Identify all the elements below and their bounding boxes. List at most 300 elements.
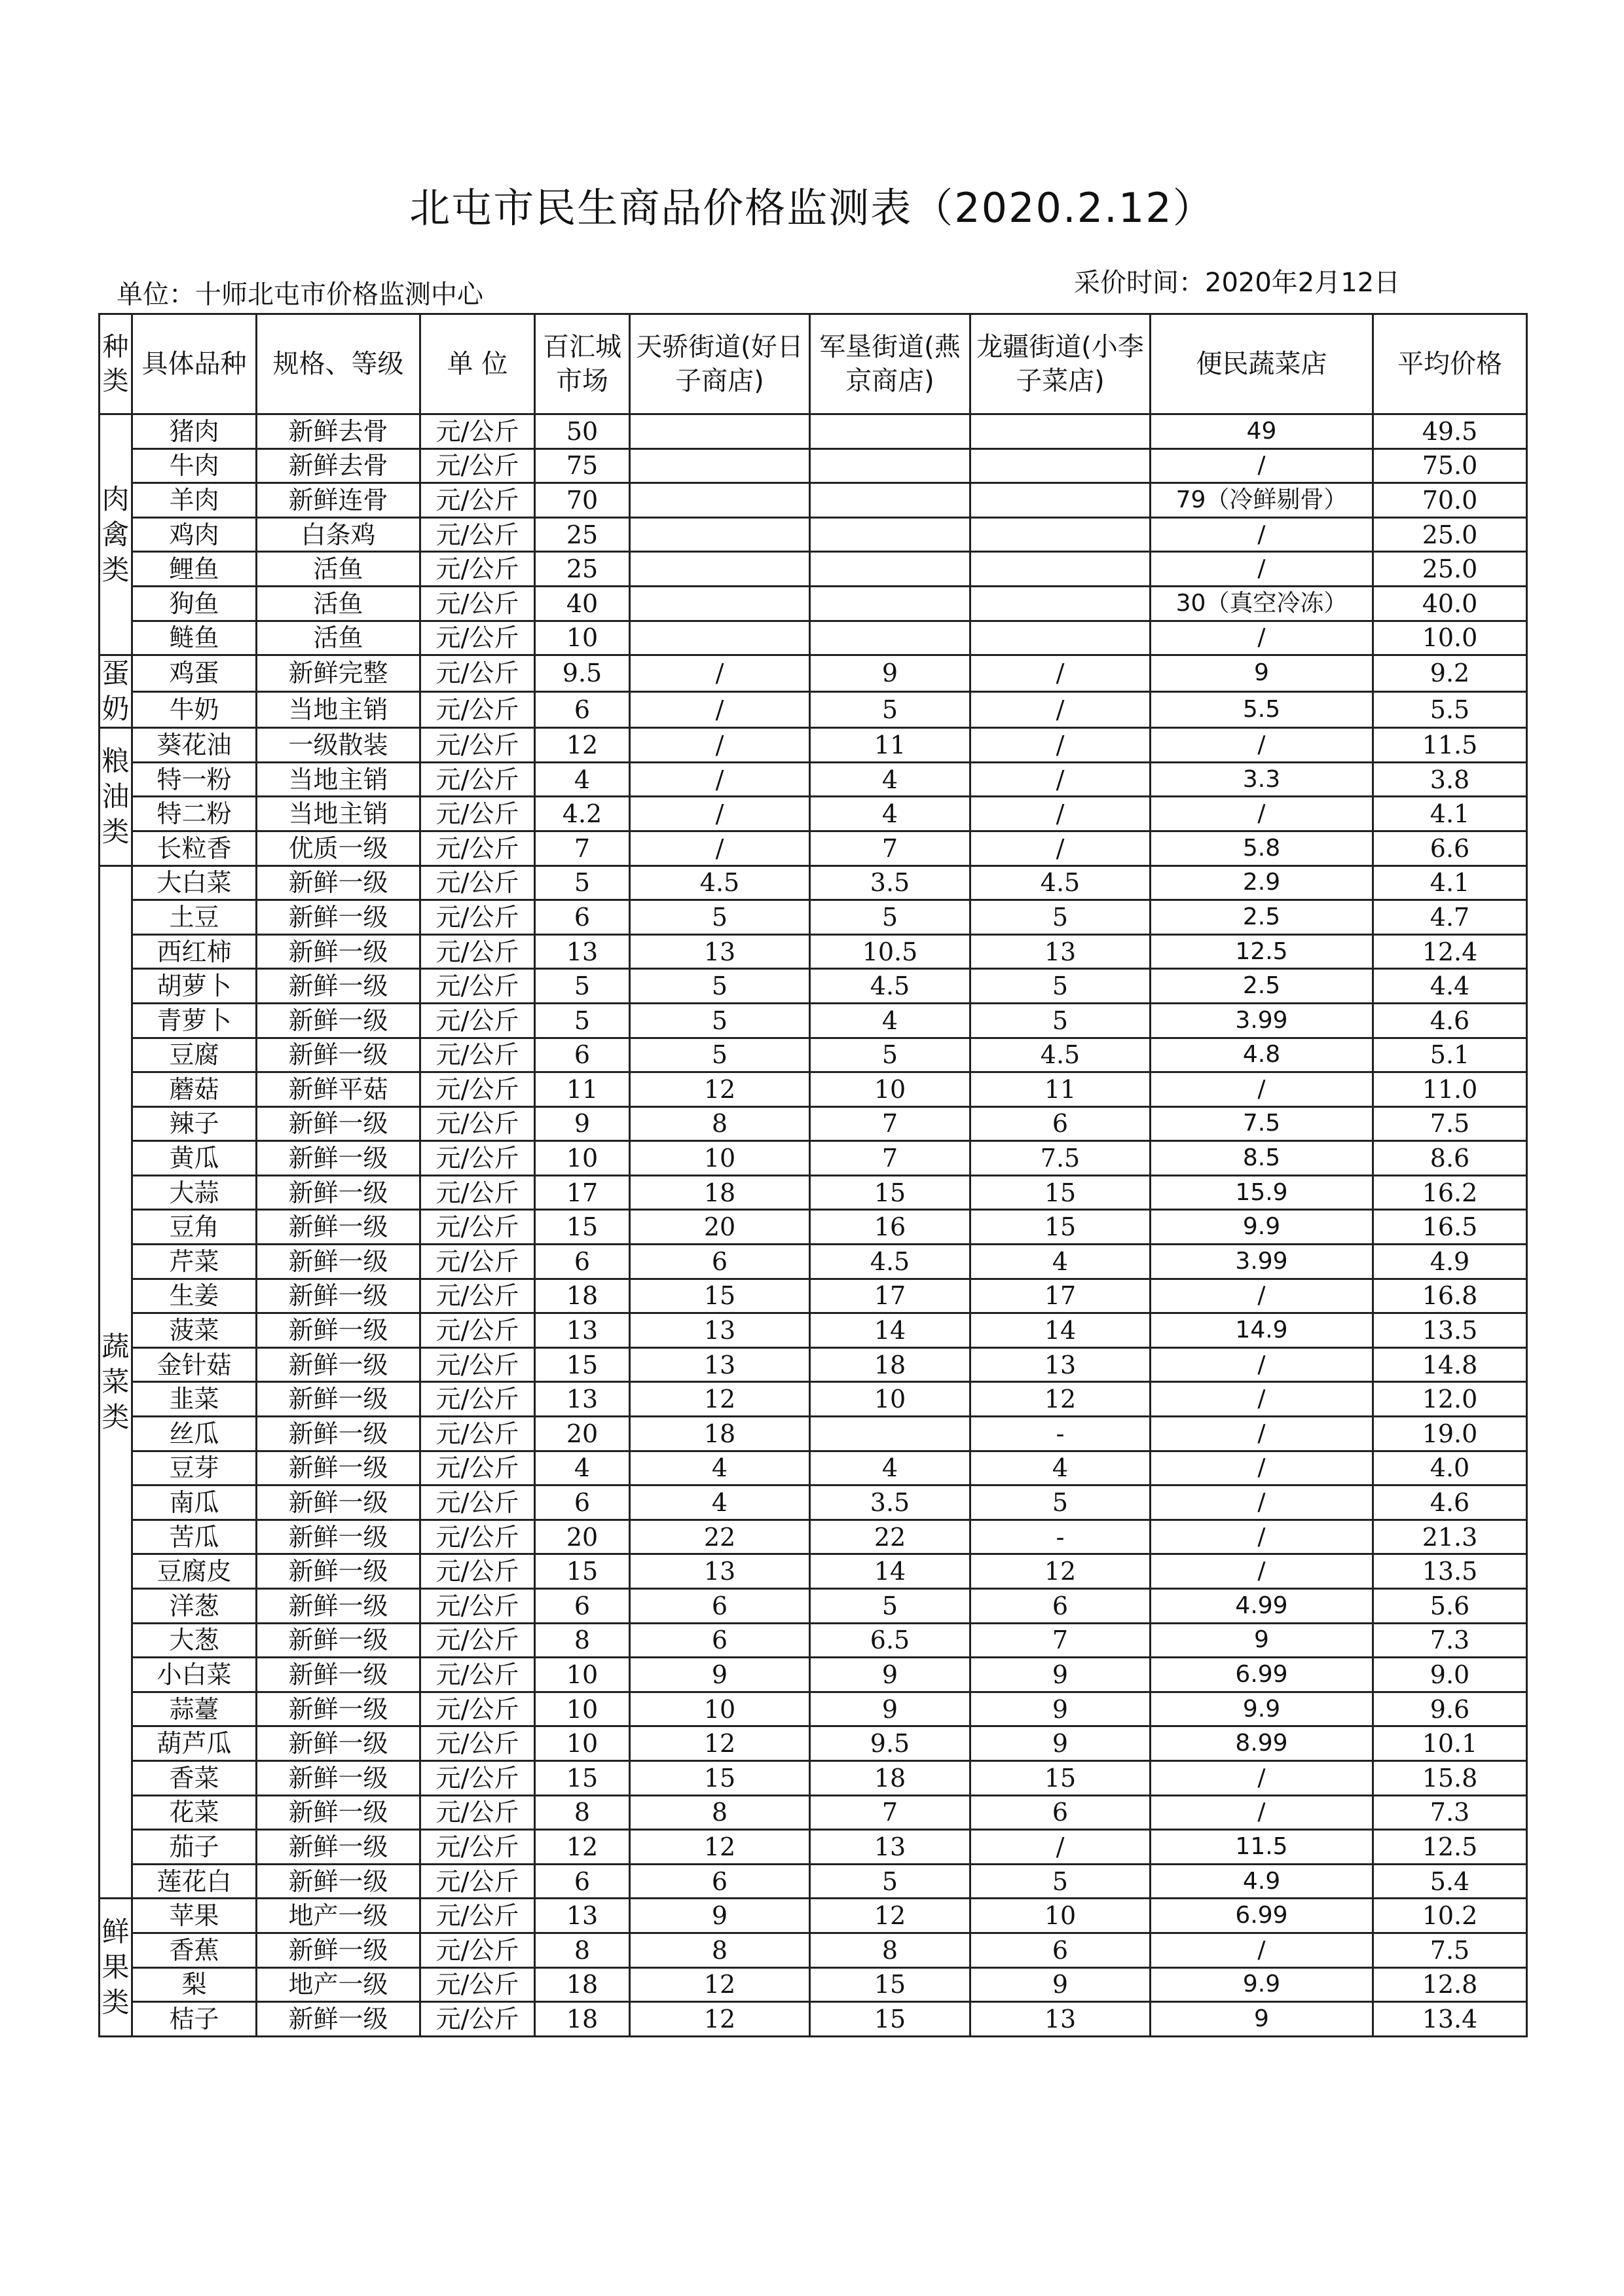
cell-bianmin: 2.5 <box>1151 900 1373 935</box>
cell-unit: 元/公斤 <box>420 1313 535 1348</box>
cell-baihuicheng: 25 <box>535 517 630 552</box>
cell-average: 40.0 <box>1373 586 1527 621</box>
cell-unit: 元/公斤 <box>420 552 535 587</box>
cell-baihuicheng: 11 <box>535 1072 630 1107</box>
cell-bianmin: 5.5 <box>1151 691 1373 728</box>
cell-tianjiao: 4 <box>630 1451 810 1485</box>
cell-longjiang: 9 <box>970 1726 1151 1761</box>
category-name: 鲜果类 <box>101 1916 130 2019</box>
cell-tianjiao <box>630 448 810 483</box>
cell-junken <box>810 621 970 655</box>
cell-longjiang: 6 <box>970 1106 1151 1141</box>
cell-item: 大葱 <box>132 1623 257 1658</box>
cell-bianmin: / <box>1151 728 1373 763</box>
cell-bianmin: 49 <box>1151 414 1373 449</box>
cell-junken: 16 <box>810 1210 970 1245</box>
cell-spec: 新鲜一级 <box>257 1726 420 1761</box>
cell-item: 花菜 <box>132 1795 257 1830</box>
cell-item: 大蒜 <box>132 1175 257 1210</box>
cell-unit: 元/公斤 <box>420 1726 535 1761</box>
cell-junken: 7 <box>810 1141 970 1176</box>
cell-baihuicheng: 10 <box>535 1658 630 1692</box>
cell-tianjiao: 6 <box>630 1589 810 1624</box>
cell-tianjiao: 8 <box>630 1106 810 1141</box>
cell-tianjiao <box>630 621 810 655</box>
cell-tianjiao: 12 <box>630 1967 810 2002</box>
cell-spec: 新鲜一级 <box>257 1760 420 1795</box>
cell-average: 12.0 <box>1373 1382 1527 1417</box>
table-row <box>100 414 1527 449</box>
cell-item: 莲花白 <box>132 1864 257 1899</box>
cell-item: 苦瓜 <box>132 1520 257 1554</box>
cell-bianmin: 9.9 <box>1151 1967 1373 2002</box>
cell-tianjiao: 4 <box>630 1485 810 1520</box>
cell-item: 金针菇 <box>132 1347 257 1382</box>
cell-unit: 元/公斤 <box>420 728 535 763</box>
cell-spec: 活鱼 <box>257 586 420 621</box>
category-label <box>100 728 132 866</box>
cell-junken <box>810 448 970 483</box>
cell-tianjiao: 8 <box>630 1933 810 1967</box>
cell-average: 16.8 <box>1373 1279 1527 1313</box>
cell-junken: 18 <box>810 1760 970 1795</box>
cell-unit: 元/公斤 <box>420 1038 535 1072</box>
cell-longjiang: 4 <box>970 1451 1151 1485</box>
cell-average: 4.9 <box>1373 1245 1527 1279</box>
cell-average: 11.0 <box>1373 1072 1527 1107</box>
cell-tianjiao <box>630 552 810 587</box>
cell-longjiang <box>970 517 1151 552</box>
table-row <box>100 691 1527 728</box>
cell-unit: 元/公斤 <box>420 1003 535 1038</box>
table-row <box>100 1417 1527 1451</box>
cell-baihuicheng: 9 <box>535 1106 630 1141</box>
cell-average: 13.5 <box>1373 1554 1527 1589</box>
table-row <box>100 866 1527 900</box>
cell-longjiang: 13 <box>970 934 1151 969</box>
cell-average: 4.6 <box>1373 1003 1527 1038</box>
cell-bianmin: / <box>1151 1417 1373 1451</box>
cell-tianjiao: 13 <box>630 934 810 969</box>
cell-junken: 9 <box>810 1658 970 1692</box>
cell-item: 猪肉 <box>132 414 257 449</box>
cell-average: 7.5 <box>1373 1933 1527 1967</box>
cell-spec: 活鱼 <box>257 621 420 655</box>
cell-spec: 新鲜一级 <box>257 1279 420 1313</box>
cell-junken: 9 <box>810 655 970 692</box>
cell-tianjiao: 18 <box>630 1175 810 1210</box>
cell-item: 蒜薹 <box>132 1692 257 1726</box>
cell-bianmin: 3.3 <box>1151 762 1373 797</box>
cell-spec: 新鲜一级 <box>257 1485 420 1520</box>
cell-spec: 新鲜一级 <box>257 1692 420 1726</box>
cell-longjiang: 4.5 <box>970 1038 1151 1072</box>
cell-junken <box>810 483 970 518</box>
cell-tianjiao <box>630 483 810 518</box>
cell-item: 西红柿 <box>132 934 257 969</box>
table-row <box>100 483 1527 518</box>
table-row <box>100 1795 1527 1830</box>
cell-baihuicheng: 4 <box>535 1451 630 1485</box>
cell-unit: 元/公斤 <box>420 448 535 483</box>
table-row <box>100 1830 1527 1865</box>
cell-spec: 新鲜一级 <box>257 1175 420 1210</box>
table-row <box>100 655 1527 692</box>
cell-baihuicheng: 40 <box>535 586 630 621</box>
cell-longjiang: 15 <box>970 1175 1151 1210</box>
cell-unit: 元/公斤 <box>420 483 535 518</box>
cell-tianjiao: 6 <box>630 1623 810 1658</box>
cell-baihuicheng: 18 <box>535 2002 630 2037</box>
table-row <box>100 552 1527 587</box>
cell-longjiang: 4.5 <box>970 866 1151 900</box>
cell-tianjiao: 9 <box>630 1899 810 1933</box>
cell-longjiang <box>970 414 1151 449</box>
cell-junken: 3.5 <box>810 1485 970 1520</box>
cell-bianmin: 6.99 <box>1151 1899 1373 1933</box>
cell-item: 小白菜 <box>132 1658 257 1692</box>
cell-unit: 元/公斤 <box>420 1589 535 1624</box>
cell-spec: 新鲜去骨 <box>257 448 420 483</box>
cell-longjiang: 7.5 <box>970 1141 1151 1176</box>
cell-spec: 新鲜一级 <box>257 866 420 900</box>
cell-item: 狗鱼 <box>132 586 257 621</box>
cell-average: 25.0 <box>1373 517 1527 552</box>
table-row <box>100 1141 1527 1176</box>
cell-baihuicheng: 15 <box>535 1347 630 1382</box>
cell-bianmin: 3.99 <box>1151 1003 1373 1038</box>
cell-tianjiao: 15 <box>630 1279 810 1313</box>
cell-bianmin: / <box>1151 1795 1373 1830</box>
cell-longjiang <box>970 483 1151 518</box>
cell-spec: 新鲜一级 <box>257 1933 420 1967</box>
cell-junken: 5 <box>810 1038 970 1072</box>
cell-baihuicheng: 5 <box>535 969 630 1004</box>
cell-bianmin: 9 <box>1151 655 1373 692</box>
header-longjiang: 龙疆街道(小李子菜店) <box>970 314 1151 414</box>
cell-longjiang: 13 <box>970 1347 1151 1382</box>
cell-unit: 元/公斤 <box>420 1864 535 1899</box>
cell-spec: 活鱼 <box>257 552 420 587</box>
cell-longjiang <box>970 621 1151 655</box>
cell-average: 7.3 <box>1373 1623 1527 1658</box>
cell-average: 4.0 <box>1373 1451 1527 1485</box>
cell-unit: 元/公斤 <box>420 1141 535 1176</box>
cell-longjiang: 4 <box>970 1245 1151 1279</box>
cell-longjiang <box>970 586 1151 621</box>
cell-spec: 当地主销 <box>257 762 420 797</box>
cell-baihuicheng: 50 <box>535 414 630 449</box>
cell-unit: 元/公斤 <box>420 1382 535 1417</box>
cell-longjiang: 17 <box>970 1279 1151 1313</box>
cell-bianmin: / <box>1151 1485 1373 1520</box>
cell-item: 鸡蛋 <box>132 655 257 692</box>
cell-average: 5.1 <box>1373 1038 1527 1072</box>
table-row <box>100 1899 1527 1933</box>
cell-junken: 11 <box>810 728 970 763</box>
cell-junken: 6.5 <box>810 1623 970 1658</box>
cell-junken: 4 <box>810 1451 970 1485</box>
cell-tianjiao: 10 <box>630 1141 810 1176</box>
cell-item: 芹菜 <box>132 1245 257 1279</box>
cell-baihuicheng: 18 <box>535 1279 630 1313</box>
cell-average: 4.6 <box>1373 1485 1527 1520</box>
cell-average: 5.5 <box>1373 691 1527 728</box>
cell-junken: 12 <box>810 1899 970 1933</box>
cell-spec: 新鲜一级 <box>257 2002 420 2037</box>
cell-unit: 元/公斤 <box>420 1245 535 1279</box>
cell-average: 25.0 <box>1373 552 1527 587</box>
cell-longjiang: 5 <box>970 1485 1151 1520</box>
cell-unit: 元/公斤 <box>420 969 535 1004</box>
cell-junken: 10 <box>810 1382 970 1417</box>
cell-junken: 5 <box>810 1864 970 1899</box>
cell-longjiang: 9 <box>970 1658 1151 1692</box>
cell-baihuicheng: 6 <box>535 1864 630 1899</box>
cell-unit: 元/公斤 <box>420 762 535 797</box>
cell-unit: 元/公斤 <box>420 1623 535 1658</box>
cell-junken: 4 <box>810 1003 970 1038</box>
cell-baihuicheng: 13 <box>535 934 630 969</box>
table-row <box>100 1175 1527 1210</box>
table-row <box>100 1382 1527 1417</box>
table-row <box>100 1864 1527 1899</box>
cell-spec: 新鲜去骨 <box>257 414 420 449</box>
cell-longjiang: 12 <box>970 1554 1151 1589</box>
cell-bianmin: / <box>1151 1520 1373 1554</box>
cell-item: 豆角 <box>132 1210 257 1245</box>
cell-tianjiao: 5 <box>630 1003 810 1038</box>
table-row <box>100 1485 1527 1520</box>
table-row <box>100 448 1527 483</box>
cell-item: 鸡肉 <box>132 517 257 552</box>
cell-baihuicheng: 6 <box>535 1589 630 1624</box>
cell-unit: 元/公斤 <box>420 1795 535 1830</box>
table-row <box>100 831 1527 866</box>
cell-longjiang: 9 <box>970 1692 1151 1726</box>
cell-junken: 3.5 <box>810 866 970 900</box>
cell-average: 49.5 <box>1373 414 1527 449</box>
cell-average: 12.5 <box>1373 1830 1527 1865</box>
cell-baihuicheng: 10 <box>535 621 630 655</box>
category-name: 粮油类 <box>101 744 130 848</box>
cell-junken: 9 <box>810 1692 970 1726</box>
cell-unit: 元/公斤 <box>420 517 535 552</box>
cell-spec: 新鲜连骨 <box>257 483 420 518</box>
cell-baihuicheng: 8 <box>535 1933 630 1967</box>
cell-average: 75.0 <box>1373 448 1527 483</box>
cell-average: 14.8 <box>1373 1347 1527 1382</box>
category-label <box>100 655 132 728</box>
table-row <box>100 1726 1527 1761</box>
cell-average: 13.5 <box>1373 1313 1527 1348</box>
cell-junken: 14 <box>810 1313 970 1348</box>
header-row <box>100 314 1527 414</box>
cell-baihuicheng: 15 <box>535 1210 630 1245</box>
cell-junken: 14 <box>810 1554 970 1589</box>
cell-item: 牛奶 <box>132 691 257 728</box>
cell-spec: 地产一级 <box>257 1967 420 2002</box>
cell-longjiang: - <box>970 1417 1151 1451</box>
cell-tianjiao: 13 <box>630 1313 810 1348</box>
table-row <box>100 621 1527 655</box>
cell-longjiang <box>970 552 1151 587</box>
cell-baihuicheng: 5 <box>535 1003 630 1038</box>
cell-unit: 元/公斤 <box>420 1933 535 1967</box>
table-row <box>100 1072 1527 1107</box>
cell-tianjiao <box>630 586 810 621</box>
cell-spec: 新鲜一级 <box>257 900 420 935</box>
table-row <box>100 1623 1527 1658</box>
cell-tianjiao: 12 <box>630 1830 810 1865</box>
table-row <box>100 1554 1527 1589</box>
cell-baihuicheng: 17 <box>535 1175 630 1210</box>
table-row <box>100 1347 1527 1382</box>
cell-item: 大白菜 <box>132 866 257 900</box>
cell-longjiang: 10 <box>970 1899 1151 1933</box>
cell-unit: 元/公斤 <box>420 1175 535 1210</box>
cell-longjiang: / <box>970 762 1151 797</box>
page-title: 北屯市民生商品价格监测表（2020.2.12） <box>409 184 1215 232</box>
cell-spec: 当地主销 <box>257 797 420 831</box>
cell-tianjiao: 5 <box>630 900 810 935</box>
cell-unit: 元/公斤 <box>420 1830 535 1865</box>
cell-bianmin: 79（冷鲜剔骨） <box>1151 483 1373 518</box>
reporting-unit: 单位：十师北屯市价格监测中心 <box>117 280 483 310</box>
header-junken: 军垦街道(燕京商店) <box>810 314 970 414</box>
cell-junken: 17 <box>810 1279 970 1313</box>
cell-tianjiao: 5 <box>630 969 810 1004</box>
table-row <box>100 728 1527 763</box>
cell-bianmin: 9.9 <box>1151 1210 1373 1245</box>
cell-spec: 新鲜一级 <box>257 1623 420 1658</box>
cell-spec: 新鲜一级 <box>257 934 420 969</box>
cell-tianjiao: 4.5 <box>630 866 810 900</box>
cell-bianmin: / <box>1151 621 1373 655</box>
table-row <box>100 1933 1527 1967</box>
cell-bianmin: / <box>1151 1279 1373 1313</box>
category-name: 肉禽类 <box>101 483 130 586</box>
cell-longjiang <box>970 448 1151 483</box>
cell-bianmin: 5.8 <box>1151 831 1373 866</box>
cell-average: 19.0 <box>1373 1417 1527 1451</box>
cell-junken: 15 <box>810 1175 970 1210</box>
cell-baihuicheng: 12 <box>535 1830 630 1865</box>
table-row <box>100 900 1527 935</box>
cell-longjiang: 6 <box>970 1589 1151 1624</box>
cell-bianmin: 6.99 <box>1151 1658 1373 1692</box>
cell-spec: 一级散装 <box>257 728 420 763</box>
cell-longjiang: - <box>970 1520 1151 1554</box>
cell-unit: 元/公斤 <box>420 1658 535 1692</box>
cell-average: 70.0 <box>1373 483 1527 518</box>
cell-unit: 元/公斤 <box>420 414 535 449</box>
cell-tianjiao <box>630 414 810 449</box>
cell-average: 4.7 <box>1373 900 1527 935</box>
cell-unit: 元/公斤 <box>420 934 535 969</box>
cell-junken: 15 <box>810 1967 970 2002</box>
cell-baihuicheng: 8 <box>535 1795 630 1830</box>
cell-average: 12.8 <box>1373 1967 1527 2002</box>
cell-junken: 8 <box>810 1933 970 1967</box>
cell-longjiang: 6 <box>970 1933 1151 1967</box>
cell-spec: 新鲜一级 <box>257 1313 420 1348</box>
header-average: 平均价格 <box>1373 314 1527 414</box>
cell-junken: 10 <box>810 1072 970 1107</box>
table-row <box>100 762 1527 797</box>
cell-tianjiao: / <box>630 691 810 728</box>
header-item: 具体品种 <box>132 314 257 414</box>
cell-longjiang: / <box>970 797 1151 831</box>
cell-longjiang: / <box>970 1830 1151 1865</box>
cell-item: 韭菜 <box>132 1382 257 1417</box>
cell-baihuicheng: 4.2 <box>535 797 630 831</box>
cell-spec: 优质一级 <box>257 831 420 866</box>
cell-tianjiao <box>630 517 810 552</box>
table-row <box>100 1003 1527 1038</box>
cell-spec: 新鲜一级 <box>257 1347 420 1382</box>
cell-tianjiao: 6 <box>630 1245 810 1279</box>
cell-unit: 元/公斤 <box>420 1072 535 1107</box>
cell-spec: 新鲜完整 <box>257 655 420 692</box>
cell-item: 丝瓜 <box>132 1417 257 1451</box>
cell-bianmin: 2.9 <box>1151 866 1373 900</box>
cell-bianmin: / <box>1151 517 1373 552</box>
cell-bianmin: / <box>1151 1451 1373 1485</box>
cell-junken: 4 <box>810 797 970 831</box>
cell-bianmin: 7.5 <box>1151 1106 1373 1141</box>
cell-junken <box>810 1417 970 1451</box>
cell-junken: 7 <box>810 831 970 866</box>
cell-tianjiao: 12 <box>630 1382 810 1417</box>
cell-item: 苹果 <box>132 1899 257 1933</box>
cell-baihuicheng: 70 <box>535 483 630 518</box>
cell-junken: 13 <box>810 1830 970 1865</box>
cell-bianmin: 4.9 <box>1151 1864 1373 1899</box>
cell-baihuicheng: 6 <box>535 900 630 935</box>
cell-longjiang: 5 <box>970 1003 1151 1038</box>
cell-unit: 元/公斤 <box>420 1692 535 1726</box>
cell-junken: 7 <box>810 1795 970 1830</box>
table-row <box>100 586 1527 621</box>
table-row <box>100 1106 1527 1141</box>
cell-baihuicheng: 15 <box>535 1760 630 1795</box>
cell-spec: 新鲜一级 <box>257 1658 420 1692</box>
cell-longjiang: 5 <box>970 969 1151 1004</box>
cell-baihuicheng: 13 <box>535 1313 630 1348</box>
cell-average: 13.4 <box>1373 2002 1527 2037</box>
cell-item: 牛肉 <box>132 448 257 483</box>
cell-bianmin: 9 <box>1151 2002 1373 2037</box>
table-row <box>100 1451 1527 1485</box>
cell-average: 12.4 <box>1373 934 1527 969</box>
cell-junken: 22 <box>810 1520 970 1554</box>
cell-unit: 元/公斤 <box>420 2002 535 2037</box>
cell-item: 黄瓜 <box>132 1141 257 1176</box>
cell-baihuicheng: 75 <box>535 448 630 483</box>
cell-average: 10.2 <box>1373 1899 1527 1933</box>
cell-tianjiao: 22 <box>630 1520 810 1554</box>
cell-average: 6.6 <box>1373 831 1527 866</box>
cell-average: 15.8 <box>1373 1760 1527 1795</box>
category-name: 蔬菜类 <box>101 1330 130 1433</box>
cell-junken: 5 <box>810 691 970 728</box>
cell-junken <box>810 517 970 552</box>
cell-tianjiao: 15 <box>630 1760 810 1795</box>
cell-bianmin: 30（真空冷冻） <box>1151 586 1373 621</box>
cell-junken: 7 <box>810 1106 970 1141</box>
table-row <box>100 797 1527 831</box>
